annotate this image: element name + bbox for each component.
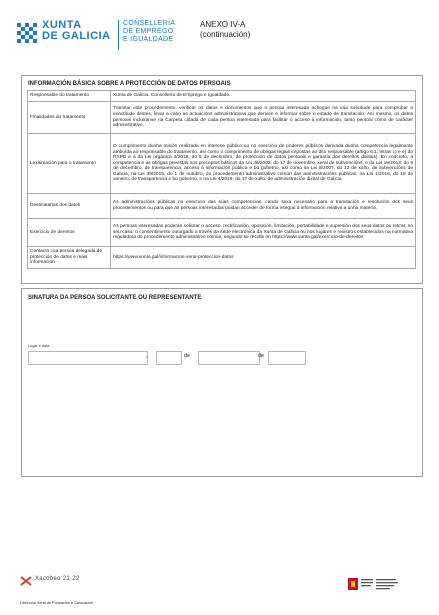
conselleria-line-3: E IGUALDADE	[123, 36, 174, 43]
row-label: Contacto coa persoa delegada de protección de datos e máis información	[28, 247, 111, 269]
year-field[interactable]	[268, 351, 306, 365]
table-row	[28, 134, 416, 194]
conselleria-name	[123, 20, 175, 44]
conselleria-line-2: DE EMPREGO	[123, 28, 174, 35]
xunta-wordmark	[42, 20, 111, 42]
de-label-1: de	[184, 353, 191, 359]
anexo-title: ANEXO IV-A	[200, 20, 246, 29]
signature-section	[21, 288, 423, 477]
row-value: https://www.xunta.gal/informacion-xeral-proteccion-datos	[111, 247, 416, 269]
conselleria-line-1: CONSELLERÍA	[123, 20, 176, 27]
row-label: Destinatarias dos datos	[28, 194, 111, 219]
row-label: Lexitimación para o tratamento	[28, 134, 111, 194]
spain-government-logo	[348, 576, 408, 592]
data-protection-table	[27, 90, 416, 269]
place-date-label: Lugar e data	[28, 344, 50, 348]
day-field[interactable]	[156, 351, 182, 365]
data-protection-title: INFORMACIÓN BÁSICA SOBRE A PROTECCIÓN DE DATOS PERSOAIS	[28, 81, 231, 87]
directorate-name: Dirección Xeral de Formación e Colocación	[20, 601, 94, 605]
document-header	[0, 0, 439, 70]
header-divider	[118, 20, 119, 50]
signature-title: SINATURA DA PERSOA SOLICITANTE OU REPRESENTANTE	[28, 295, 202, 301]
xunta-emblem-icon	[16, 22, 38, 44]
row-value: Tramitar este procedemento, verificar os datos e documentos que a persoa interesada achegue na súa solicitude para comprobar a exactitude destes, levar a cabo as actuacións administrativas que deriven e informar sobre o estado de tramitación. Así mesmo, os datos persoais incluiranse na Carpeta cidadá de cada persoa interesada para facilitar o acceso á información, tanto persoal como de carácter administrativo.	[111, 102, 416, 134]
row-value: O cumprimento dunha misión realizada en interese público ou no exercicio de poderes públicos derivada dunha competencia legalmente atribuída ao responsable do tratamento, así como o cumprimento de obrigas legais impostas ao dito responsable (artigo 6.1, letras c) e e) do RXPD e á da Lei orgánica 3/2018, do 5 de decembro, de protección de datos persoais e garantía dos dereitos dixitais). En concreto, a competencia e as obrigas previstas nos preceptos básicos da Lei 38/2003, do 17 de novembro, xeral de subvencións, e da Lei 19/2013, do 9 de decembro, de transparencia, acceso á información pública e bo goberno, así como na Lei 9/2007, do 13 de xuño, de subvencións de Galicia; na Lei 39/2015, do 1 de outubro, do procedemento administrativo común das administracións públicas; na Lei 1/2016, do 18 de xaneiro, de transparencia e bo goberno, e na Lei 4/2019, do 17 de xullo, de administración dixital de Galicia.	[111, 134, 416, 194]
row-value: As administracións públicas no exercicio das súas competencias, cando sexa necesario para a tramitación e resolución dos seus procedementos ou para que as persoas interesadas poidan acceder de forma integral á información relativa a unha materia.	[111, 194, 416, 219]
place-field[interactable]	[28, 351, 148, 365]
row-label: Finalidades do tratamento	[28, 102, 111, 134]
comma-separator: ,	[146, 353, 148, 359]
xacobeo-text: Xacobeo 21·22	[35, 576, 80, 582]
row-value: Xunta de Galicia. Consellería de Emprego e Igualdade.	[111, 91, 416, 102]
data-protection-section	[21, 75, 423, 284]
table-row	[28, 219, 416, 247]
xacobeo-mark-icon	[20, 576, 32, 586]
table-row	[28, 194, 416, 219]
table-row	[28, 102, 416, 134]
month-field[interactable]	[198, 351, 260, 365]
xunta-line-2: DE GALICIA	[42, 30, 111, 42]
row-label: Responsable do tratamento	[28, 91, 111, 102]
xunta-line-1: XUNTA	[42, 19, 82, 31]
table-row	[28, 247, 416, 269]
table-row	[28, 91, 416, 102]
anexo-heading	[200, 20, 250, 40]
row-label: Exercicio de dereitos	[28, 219, 111, 247]
row-value: As persoas interesadas poderán solicitar o acceso, rectificación, oposición, limitación, portabilidade e supresión dos seus datos ou retirar, no seu caso, o consentimento outorgado a través da sede electrónica da Xunta de Galicia ou nos lugares e rexistros establecidos na normativa reguladora do procedemento administrativo común, segundo se recolle en https://www.xunta.gal/exercicio-de-dereitos	[111, 219, 416, 247]
de-label-2: de	[258, 353, 265, 359]
anexo-continuation: (continuación)	[200, 30, 251, 39]
